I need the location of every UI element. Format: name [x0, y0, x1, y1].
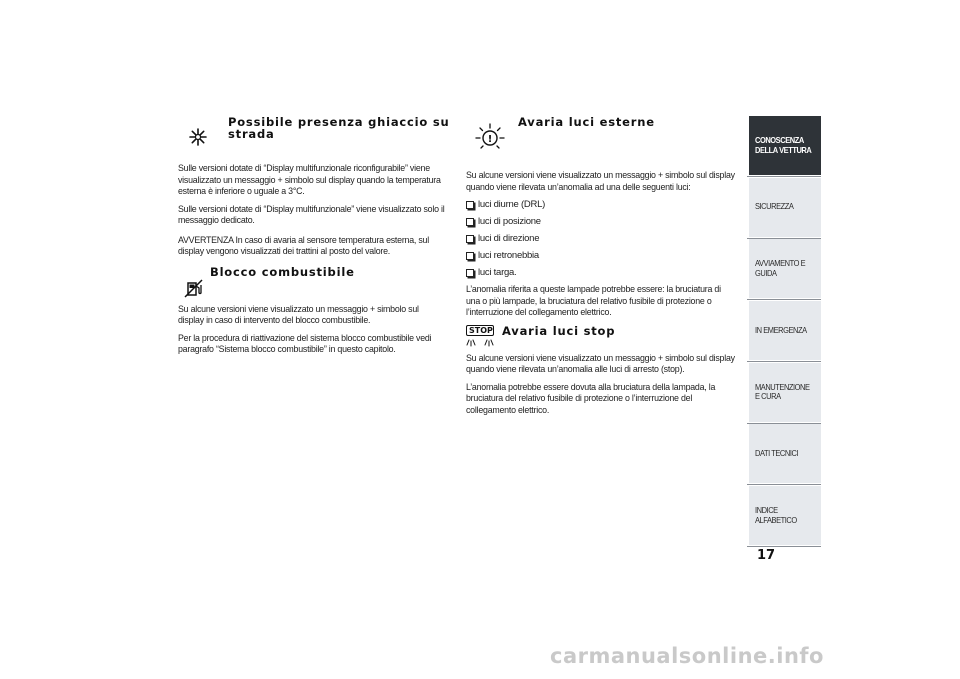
svg-text:!: ! [487, 134, 493, 145]
stop-paragraph-1: Su alcune versioni viene visualizzato un messaggio + simbolo sul display quando viene rilevata un’anomalia alle luci di arresto (stop). [466, 352, 735, 375]
tab-in-emergenza[interactable]: IN EMERGENZA [747, 301, 821, 360]
fuel-paragraph-2: Per la procedura di riattivazione del sistema blocco combustibile vedi paragrafo “Sistema blocco combustibile” in questo capitolo. [178, 332, 432, 355]
fuel-section-header [178, 264, 446, 302]
page-number: 17 [757, 548, 776, 563]
fuel-cutoff-icon [184, 278, 204, 298]
ice-title: Possibile presenza ghiaccio su strada [228, 115, 450, 141]
ext-section-header [466, 112, 738, 156]
chapter-tabs [747, 116, 821, 548]
tab-conoscenza-della-vettura[interactable]: CONOSCENZA DELLA VETTURA [747, 116, 821, 175]
checkbox-square-icon [466, 269, 474, 277]
light-rays-icon [466, 339, 498, 349]
right-column [466, 112, 738, 422]
stop-paragraph-2: L’anomalia potrebbe essere dovuta alla bruciatura della lampada, la bruciatura del relativo fusibile di protezione o l’interruzione del collegamento elettrico. [466, 381, 716, 416]
checkbox-square-icon [466, 252, 474, 260]
watermark[interactable]: carmanualsonline.info [550, 644, 824, 668]
tab-dati-tecnici[interactable]: DATI TECNICI [747, 424, 821, 483]
list-item: luci di posizione [466, 216, 738, 228]
ice-paragraph-3: AVVERTENZA In caso di avaria al sensore temperatura esterna, sul display vengono visualizzati dei trattini al posto del valore. [178, 234, 429, 257]
tab-indice-alfabetico[interactable]: INDICE ALFABETICO [747, 486, 821, 545]
exterior-light-fault-icon [472, 118, 508, 154]
fuel-title: Blocco combustibile [210, 264, 355, 279]
stop-section-header [466, 323, 738, 351]
stop-light-icon: STOP [466, 325, 498, 347]
list-item: luci diurne (DRL) [466, 199, 738, 211]
tab-avviamento-e-guida[interactable]: AVVIAMENTO E GUIDA [747, 239, 821, 298]
tab-manutenzione-e-cura[interactable]: MANUTENZIONE E CURA [747, 363, 821, 422]
checkbox-square-icon [466, 201, 474, 209]
ext-outro: L’anomalia riferita a queste lampade potrebbe essere: la bruciatura di una o più lampade, la bruciatura del relativo fusibile di protezione o l’interruzione del collegamento elettrico. [466, 284, 721, 318]
list-item: luci targa. [466, 267, 738, 279]
stop-title: Avaria luci stop [502, 323, 616, 338]
ext-intro: Su alcune versioni viene visualizzato un messaggio + simbolo sul display quando viene rilevata un’anomalia ad una delle seguenti luci: [466, 170, 735, 193]
snowflake-icon [188, 127, 208, 147]
ext-title: Avaria luci esterne [518, 115, 655, 129]
list-item: luci retronebbia [466, 250, 738, 262]
left-column [178, 112, 450, 362]
ice-paragraph-2: Sulle versioni dotate di “Display multifunzionale” viene visualizzato solo il messaggio dedicato. [178, 203, 445, 226]
checkbox-square-icon [466, 218, 474, 226]
fuel-paragraph-1: Su alcune versioni viene visualizzato un messaggio + simbolo sul display in caso di intervento del blocco combustibile. [178, 303, 419, 326]
list-item: luci di direzione [466, 233, 738, 245]
ice-paragraph-1: Sulle versioni dotate di “Display multifunzionale riconfigurabile” viene visualizzato un messaggio + simbolo sul display quando la temperatura esterna è inferiore o uguale a 3°C. [178, 163, 441, 197]
checkbox-square-icon [466, 235, 474, 243]
tab-sicurezza[interactable]: SICUREZZA [747, 178, 821, 237]
ice-section-header [178, 112, 450, 156]
